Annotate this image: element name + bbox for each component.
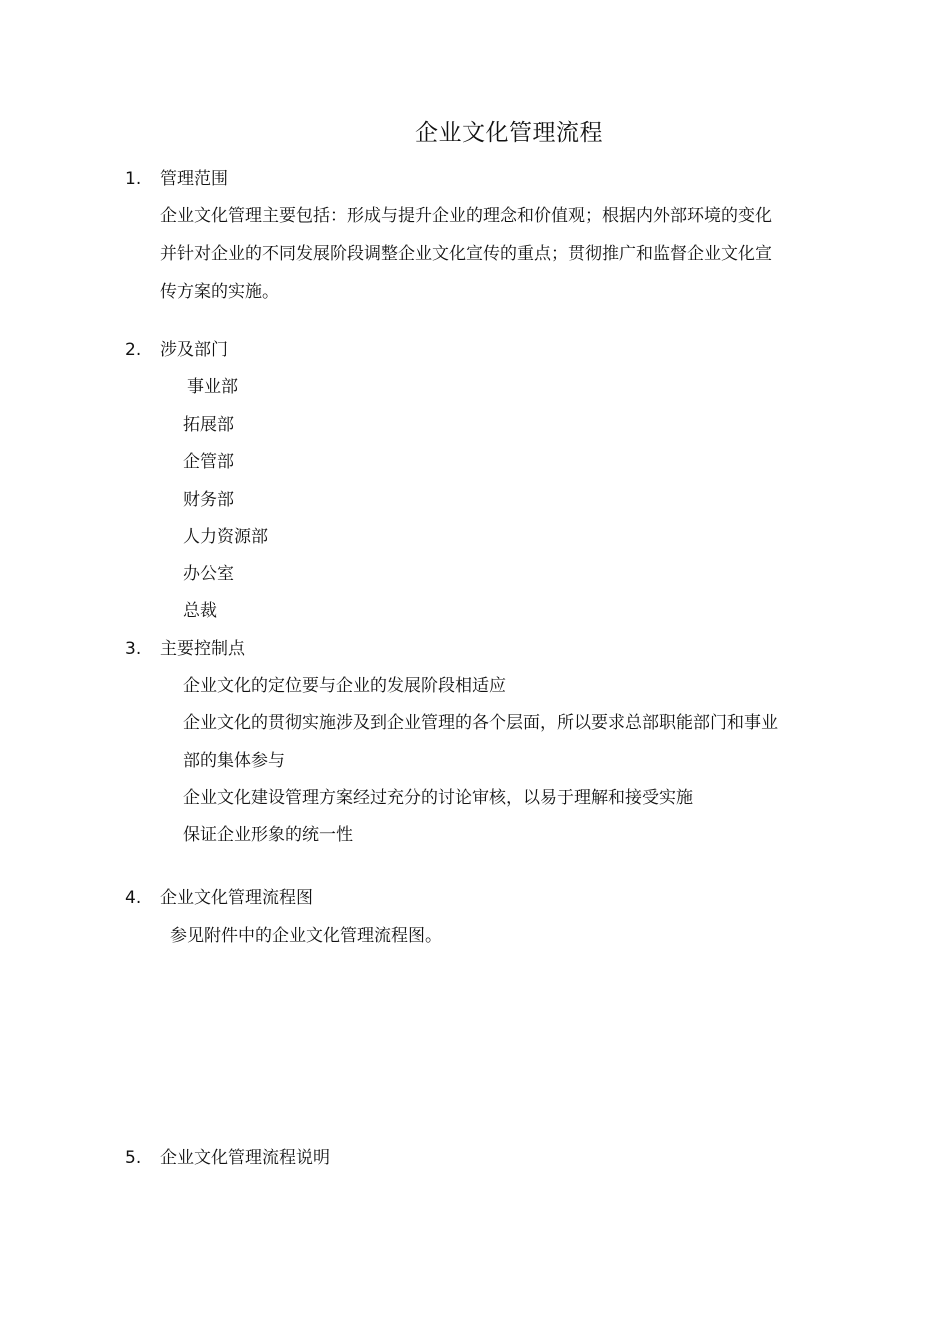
- department-item-2: 拓展部: [183, 415, 234, 435]
- section-2-number: 2.: [125, 340, 142, 360]
- section-5-title: 企业文化管理流程说明: [160, 1148, 330, 1168]
- section-3-heading: [125, 636, 245, 662]
- section-4-line-1: 参见附件中的企业文化管理流程图。: [170, 926, 442, 946]
- section-1-title: 管理范围: [160, 169, 228, 189]
- department-item-3: 企管部: [183, 452, 234, 472]
- control-point-2: 企业文化的贯彻实施涉及到企业管理的各个层面，所以要求总部职能部门和事业: [183, 713, 778, 733]
- section-2-heading: [125, 337, 228, 363]
- section-1-line-3: 传方案的实施。: [160, 282, 279, 302]
- section-2-title: 涉及部门: [160, 340, 228, 360]
- section-3-title: 主要控制点: [160, 639, 245, 659]
- control-point-1: 企业文化的定位要与企业的发展阶段相适应: [183, 676, 506, 696]
- section-4-title: 企业文化管理流程图: [160, 888, 313, 908]
- control-point-4: 保证企业形象的统一性: [183, 825, 353, 845]
- section-1-line-2: 并针对企业的不同发展阶段调整企业文化宣传的重点；贯彻推广和监督企业文化宣: [160, 244, 772, 264]
- document-title: 企业文化管理流程: [415, 120, 603, 146]
- department-item-1: 事业部: [187, 377, 238, 397]
- section-5-number: 5.: [125, 1148, 142, 1168]
- control-point-3: 企业文化建设管理方案经过充分的讨论审核，以易于理解和接受实施: [183, 788, 693, 808]
- section-4-number: 4.: [125, 888, 142, 908]
- department-item-7: 总裁: [183, 601, 217, 621]
- section-3-number: 3.: [125, 639, 142, 659]
- department-item-6: 办公室: [183, 564, 234, 584]
- section-1-line-1: 企业文化管理主要包括：形成与提升企业的理念和价值观；根据内外部环境的变化: [160, 206, 772, 226]
- department-item-4: 财务部: [183, 490, 234, 510]
- department-item-5: 人力资源部: [183, 527, 268, 547]
- section-1-number: 1.: [125, 169, 142, 189]
- section-1-heading: [125, 166, 228, 192]
- section-4-heading: [125, 885, 313, 911]
- control-point-2-continued: 部的集体参与: [183, 751, 285, 771]
- section-5-heading: [125, 1145, 330, 1171]
